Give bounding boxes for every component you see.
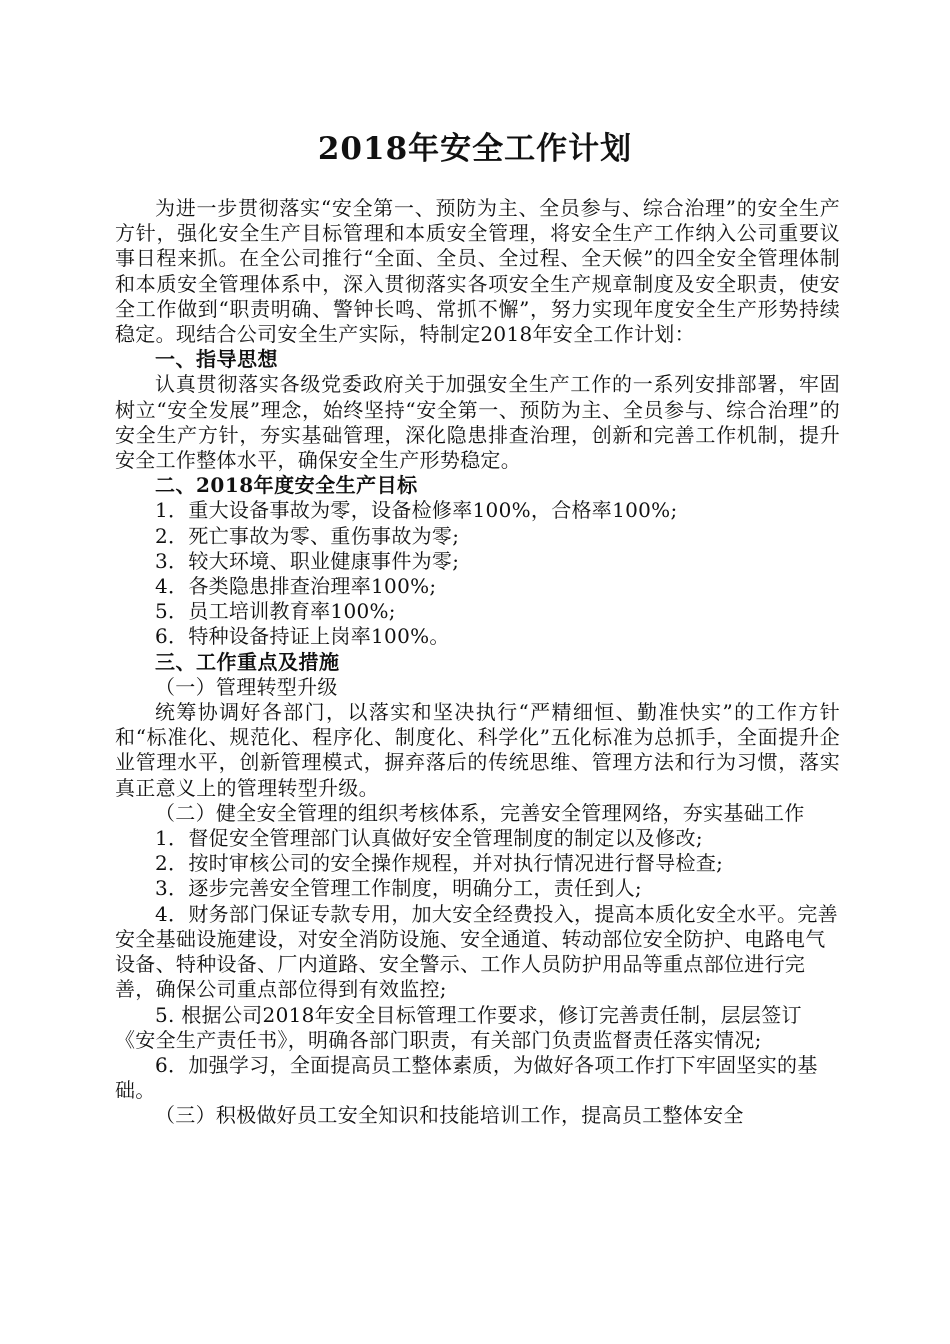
measure-item: 6．加强学习，全面提高员工整体素质，为做好各项工作打下牢固坚实的基础。: [115, 1052, 818, 1103]
measure-item: 1．督促安全管理部门认真做好安全管理制度的制定以及修改;: [155, 826, 703, 851]
guiding-ideology-paragraph: 认真贯彻落实各级党委政府关于加强安全生产工作的一系列安排部署，牢固树立“安全发展”理念，始终坚持“安全第一、预防为主、全员参与、综合治理”的安全生产方针，夯实基础管理，深化隐患排查治理，创新和完善工作机制，提升安全工作整体水平，确保安全生产形势稳定。: [115, 372, 840, 473]
measure-item: 2．按时审核公司的安全操作规程，并对执行情况进行督导检查;: [155, 851, 724, 876]
goal-item: 2．死亡事故为零、重伤事故为零;: [155, 523, 460, 548]
goal-item: 1．重大设备事故为零，设备检修率100%，合格率100%;: [155, 498, 678, 523]
document-title: 2018年安全工作计划: [317, 131, 633, 167]
goal-item: 4．各类隐患排查治理率100%;: [155, 574, 437, 599]
section-heading-safety-goals: 二、2018年度安全生产目标: [155, 473, 418, 498]
section-heading-key-measures: 三、工作重点及措施: [155, 649, 340, 674]
section-heading-guiding-ideology: 一、指导思想: [155, 347, 278, 372]
goal-item: 3．较大环境、职业健康事件为零;: [155, 548, 460, 573]
measure-item: 4．财务部门保证专款专用，加大安全经费投入，提高本质化安全水平。完善安全基础设施建设，对安全消防设施、安全通道、转动部位安全防护、电路电气设备、特种设备、厂内道路、安全警示、工作人员防护用品等重点部位进行完善，确保公司重点部位得到有效监控;: [115, 901, 838, 1002]
document-body: [115, 196, 840, 1129]
measure-item: 5. 根据公司2018年安全目标管理工作要求，修订完善责任制，层层签订《安全生产责任书》，明确各部门职责，有关部门负责监督责任落实情况;: [115, 1002, 802, 1052]
goal-item: 6．特种设备持证上岗率100%。: [155, 624, 450, 649]
subsection-heading-management-upgrade: （一）管理转型升级: [155, 674, 338, 699]
goal-item: 5．员工培训教育率100%;: [155, 599, 396, 624]
subsection-heading-organization-system: （二）健全安全管理的组织考核体系，完善安全管理网络，夯实基础工作: [155, 800, 805, 825]
management-upgrade-paragraph: 统筹协调好各部门，以落实和坚决执行“严精细恒、勤准快实”的工作方针和“标准化、规范化、程序化、制度化、科学化”五化标准为总抓手，全面提升企业管理水平，创新管理模式，摒弃落后的传统思维、管理方法和行为习惯，落实真正意义上的管理转型升级。: [115, 700, 840, 800]
measure-item: 3．逐步完善安全管理工作制度，明确分工，责任到人;: [155, 876, 642, 901]
subsection-heading-training: （三）积极做好员工安全知识和技能培训工作，提高员工整体安全: [155, 1103, 744, 1128]
intro-paragraph: 为进一步贯彻落实“安全第一、预防为主、全员参与、综合治理”的安全生产方针，强化安全生产目标管理和本质安全管理，将安全生产工作纳入公司重要议事日程来抓。在全公司推行“全面、全员、全过程、全天候”的四全安全管理体制和本质安全管理体系中，深入贯彻落实各项安全生产规章制度及安全职责，使安全工作做到“职责明确、警钟长鸣、常抓不懈”，努力实现年度安全生产形势持续稳定。现结合公司安全生产实际，特制定2018年安全工作计划：: [115, 196, 840, 347]
